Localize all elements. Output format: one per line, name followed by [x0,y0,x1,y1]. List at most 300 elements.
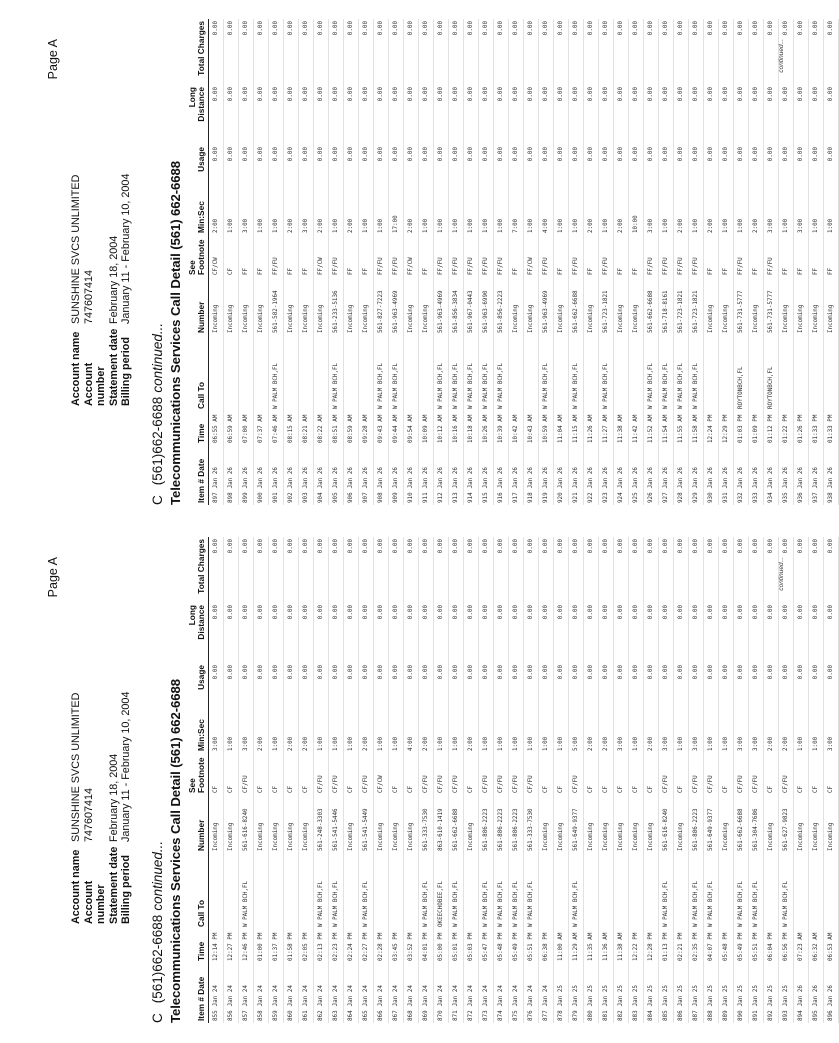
long-distance-charge: 0.00 [374,603,389,663]
total-charge: 0.00 [629,537,644,603]
duration: 1:00 [224,707,239,753]
phone-number: Incoming [674,795,689,853]
item-date-cell [329,445,344,505]
total-charge: 0.00 [659,19,674,85]
call-to [524,335,539,411]
usage-charge: 0.00 [299,663,314,707]
long-distance-charge: 0.00 [809,603,824,663]
item-number: 875 [513,1010,519,1021]
usage-charge: 0.00 [584,145,599,189]
usage-charge: 0.00 [494,663,509,707]
long-distance-charge: 0.00 [569,603,584,663]
footnote-code: CF [809,753,824,795]
call-date: Jan 25 [648,985,654,1007]
item-number: 890 [738,1010,744,1021]
item-date-cell [584,445,599,505]
call-date: Jan 26 [828,985,834,1007]
usage-charge: 0.00 [254,145,269,189]
table-row [749,537,764,1023]
usage-charge: 0.00 [359,145,374,189]
table-row [329,19,344,505]
table-row [644,537,659,1023]
phone-number: Incoming [254,277,269,335]
phone-number: 561-856-3834 [449,277,464,335]
usage-charge: 0.00 [389,145,404,189]
phone-number: Incoming [764,795,779,853]
long-distance-charge: 0.00 [434,85,449,145]
table-row [209,19,224,505]
call-time: 01:37 PM [269,929,284,963]
long-distance-charge: 0.00 [749,85,764,145]
duration: 1:00 [224,189,239,235]
call-to: W PALM BCH,FL [749,853,764,929]
call-to: W PALM BCH,FL [689,335,704,411]
footnote-code: CF [224,753,239,795]
duration: 1:00 [524,707,539,753]
call-date: Jan 26 [588,467,594,489]
item-date-cell [794,445,809,505]
call-date: Jan 26 [603,467,609,489]
col-long-distance: Long Distance [188,603,209,663]
item-date-cell [359,963,374,1023]
phone-number: 561-248-3303 [314,795,329,853]
item-number: 889 [723,1010,729,1021]
table-row [764,19,779,505]
call-time: 11:36 AM [599,929,614,963]
item-number: 902 [288,492,294,503]
call-time: 11:54 AM [659,411,674,445]
call-date: Jan 24 [498,985,504,1007]
table-row [734,537,749,1023]
call-to [254,335,269,411]
footnote-code: CF/FU [689,753,704,795]
long-distance-charge: 0.00 [329,85,344,145]
phone-number: Incoming [584,277,599,335]
call-date: Jan 26 [318,467,324,489]
long-distance-charge: 0.00 [329,603,344,663]
total-charge: 0.00 [209,19,224,85]
long-distance-charge: 0.00 [749,603,764,663]
table-row [749,19,764,505]
phone-number: 561-856-2223 [494,277,509,335]
item-date-cell [749,445,764,505]
table-header-row [188,19,209,505]
phone-number: Incoming [614,277,629,335]
duration: 1:00 [464,189,479,235]
call-time: 09:54 AM [404,411,419,445]
call-to [224,853,239,929]
duration: 2:00 [779,707,794,753]
total-charge: 0.00 [509,537,524,603]
call-time: 11:35 AM [584,929,599,963]
footnote-code: FF/CW [524,235,539,277]
col-total-charges: Total Charges [188,537,209,603]
duration: 3:00 [734,707,749,753]
call-to [209,853,224,929]
total-charge: 0.00 [719,537,734,603]
total-charge: 0.00 [659,537,674,603]
item-number: 866 [378,1010,384,1021]
item-number: 896 [828,1010,834,1021]
col-number: Number [188,277,209,335]
call-time: 05:48 PM [494,929,509,963]
section-letter: C [150,1013,165,1023]
total-charge: 0.00 [509,19,524,85]
long-distance-charge: 0.00 [344,603,359,663]
call-date: Jan 24 [543,985,549,1007]
footnote-code: CF [254,753,269,795]
long-distance-charge: 0.00 [584,603,599,663]
usage-charge: 0.00 [509,663,524,707]
duration: 3:00 [239,189,254,235]
footnote-code: CF/FU [314,753,329,795]
duration: 2:00 [584,189,599,235]
usage-charge: 0.00 [284,663,299,707]
item-date-cell [254,445,269,505]
call-to [284,335,299,411]
call-time: 01:26 PM [794,411,809,445]
usage-charge: 0.00 [479,145,494,189]
duration: 1:00 [314,707,329,753]
item-number: 907 [363,492,369,503]
col-see-footnote: See Footnote [188,753,209,795]
call-date: Jan 24 [363,985,369,1007]
footnote-code: FF/FU [329,235,344,277]
duration: 3:00 [659,707,674,753]
table-row [419,19,434,505]
item-date-cell [644,963,659,1023]
footnote-code: CF [584,753,599,795]
long-distance-charge: 0.00 [734,603,749,663]
item-number: 924 [618,492,624,503]
item-date-cell [524,445,539,505]
call-date: Jan 26 [498,467,504,489]
footnote-code: FF [809,235,824,277]
call-date: Jan 26 [393,467,399,489]
table-row [224,19,239,505]
table-row [659,19,674,505]
footnote-code: FF [629,235,644,277]
call-to: W PALM BCH,FL [659,853,674,929]
duration: 1:00 [344,707,359,753]
call-date: Jan 25 [723,985,729,1007]
phone-number: Incoming [464,795,479,853]
long-distance-charge: 0.00 [704,85,719,145]
call-to: W PALM BCH,FL [389,335,404,411]
call-time: 06:56 PM [779,929,794,963]
account-name: SUNSHINE SVCS UNLIMITED [70,174,82,324]
call-date: Jan 24 [213,985,219,1007]
duration: 1:00 [329,707,344,753]
duration: 1:00 [494,189,509,235]
phone-number: 561-718-8161 [659,277,674,335]
item-date-cell [629,445,644,505]
duration: 2:00 [704,189,719,235]
phone-number: Incoming [794,795,809,853]
footnote-code: FF/FU [764,235,779,277]
item-number: 929 [693,492,699,503]
long-distance-charge: 0.00 [419,85,434,145]
footnote-code: CF/FU [779,753,794,795]
item-number: 912 [438,492,444,503]
long-distance-charge: 0.00 [359,603,374,663]
call-time: 09:44 AM [389,411,404,445]
duration: 1:00 [779,189,794,235]
footnote-code: FF/FU [539,235,554,277]
duration: 1:00 [524,189,539,235]
call-time: 10:18 AM [464,411,479,445]
footnote-code: CF [764,753,779,795]
footnote-code: FF [239,235,254,277]
usage-charge: 0.00 [824,145,839,189]
item-date-cell [299,445,314,505]
duration: 1:00 [734,189,749,235]
call-to: W PALM BCH,FL [644,335,659,411]
usage-charge: 0.00 [509,145,524,189]
long-distance-charge: 0.00 [479,85,494,145]
item-number: 919 [543,492,549,503]
footnote-code: FF/FU [599,235,614,277]
table-row [344,19,359,505]
footnote-code: CF/FU [704,753,719,795]
usage-charge: 0.00 [389,663,404,707]
item-date-cell [689,963,704,1023]
item-date-cell [659,963,674,1023]
call-to [794,335,809,411]
item-date-cell [734,963,749,1023]
table-row [689,19,704,505]
call-date: Jan 26 [543,467,549,489]
call-time: 05:51 PM [524,929,539,963]
call-date: Jan 25 [618,985,624,1007]
phone-number: 561-723-1821 [599,277,614,335]
item-number: 865 [363,1010,369,1021]
total-charge: 0.00 [479,19,494,85]
item-number: 899 [243,492,249,503]
item-number: 910 [408,492,414,503]
phone-number: Incoming [554,795,569,853]
table-row [494,19,509,505]
item-number: 859 [273,1010,279,1021]
call-date: Jan 25 [588,985,594,1007]
phone-number: Incoming [284,277,299,335]
duration: 4:00 [404,707,419,753]
item-number: 928 [678,492,684,503]
call-date: Jan 25 [753,985,759,1007]
total-charge: 0.00 [554,537,569,603]
call-to: W PALM BCH,FL [599,335,614,411]
item-number: 903 [303,492,309,503]
long-distance-charge: 0.00 [254,603,269,663]
item-date-cell [569,963,584,1023]
phone-number: Incoming [314,277,329,335]
call-to: ROYTONBCH,FL [734,335,749,411]
phone-number: Incoming [644,795,659,853]
call-time: 10:59 AM [539,411,554,445]
table-row [689,537,704,1023]
call-date: Jan 24 [288,985,294,1007]
call-date: Jan 26 [753,467,759,489]
item-date-cell [644,445,659,505]
duration: 2:00 [644,707,659,753]
item-date-cell [779,445,794,505]
footnote-code: FF [254,235,269,277]
call-time: 06:59 AM [224,411,239,445]
duration: 17:00 [389,189,404,235]
item-date-cell [479,445,494,505]
long-distance-charge: 0.00 [224,603,239,663]
item-date-cell [314,963,329,1023]
total-charge: 0.00 [809,19,824,85]
usage-charge: 0.00 [239,145,254,189]
table-row [269,19,284,505]
duration: 1:00 [374,189,389,235]
long-distance-charge: 0.00 [824,603,839,663]
item-date-cell [479,963,494,1023]
item-date-cell [344,445,359,505]
item-date-cell [689,445,704,505]
call-date: Jan 26 [333,467,339,489]
call-time: 11:42 AM [629,411,644,445]
call-time: 02:13 PM [314,929,329,963]
long-distance-charge: 0.00 [254,85,269,145]
footnote-code: FF/FU [479,235,494,277]
item-number: 864 [348,1010,354,1021]
total-charge: 0.00 [689,537,704,603]
footnote-code: FF/FU [659,235,674,277]
phone-number: 561-886-2223 [494,795,509,853]
footnote-code: CF [389,753,404,795]
col-min-sec: Min:Sec [188,189,209,235]
usage-charge: 0.00 [794,145,809,189]
duration: 3:00 [689,707,704,753]
total-charge: 0.00 [809,537,824,603]
long-distance-charge: 0.00 [419,603,434,663]
total-charge: 0.00 [524,537,539,603]
usage-charge: 0.00 [404,663,419,707]
call-to: W PALM BCH,FL [674,335,689,411]
long-distance-charge: 0.00 [449,85,464,145]
table-row [674,19,689,505]
phone-number: 561-649-9377 [704,795,719,853]
item-number: 886 [678,1010,684,1021]
col-time: Time [188,929,209,963]
usage-charge: 0.00 [314,663,329,707]
item-number: 932 [738,492,744,503]
call-date: Jan 26 [423,467,429,489]
phone-number: Incoming [749,277,764,335]
continued-phone: (561)662-6688 [150,914,165,1004]
total-charge: 0.00 [704,19,719,85]
item-date-cell [809,963,824,1023]
phone-number: Incoming [629,277,644,335]
phone-number: 561-627-9823 [779,795,794,853]
call-to [239,335,254,411]
item-number: 876 [528,1010,534,1021]
long-distance-charge: 0.00 [269,603,284,663]
call-to [284,853,299,929]
call-date: Jan 26 [573,467,579,489]
call-date: Jan 26 [558,467,564,489]
total-charge: 0.00 [614,19,629,85]
item-date-cell [734,445,749,505]
call-date: Jan 26 [288,467,294,489]
call-to [464,853,479,929]
footnote-code: FF [554,235,569,277]
duration: 1:00 [569,189,584,235]
item-date-cell [704,445,719,505]
item-number: 897 [213,492,219,503]
total-charge: 0.00 [404,19,419,85]
long-distance-charge: 0.00 [764,603,779,663]
item-date-cell [284,445,299,505]
continued-phone: (561)662-6688 [150,396,165,486]
total-charge: 0.00 [239,537,254,603]
call-to [764,853,779,929]
call-date: Jan 24 [513,985,519,1007]
table-row [359,19,374,505]
item-date-cell [539,963,554,1023]
table-header-row [188,537,209,1023]
item-number: 923 [603,492,609,503]
item-date-cell [749,963,764,1023]
footnote-code: FF/FU [374,235,389,277]
duration: 10:00 [629,189,644,235]
item-date-cell [404,963,419,1023]
call-to: W PALM BCH,FL [449,335,464,411]
phone-number: 561-827-7223 [374,277,389,335]
call-time: 11:04 AM [554,411,569,445]
item-number: 884 [648,1010,654,1021]
footnote-code: FF/FU [734,235,749,277]
total-charge: 0.00 [719,19,734,85]
long-distance-charge: 0.00 [584,85,599,145]
phone-number: 561-662-6688 [569,277,584,335]
phone-number: 561-723-1821 [689,277,704,335]
col-long-distance: Long Distance [188,85,209,145]
duration: 1:00 [359,189,374,235]
usage-charge: 0.00 [419,145,434,189]
item-number: 856 [228,1010,234,1021]
call-to: W PALM BCH,FL [659,335,674,411]
phone-number: 561-662-6688 [644,277,659,335]
long-distance-charge: 0.00 [434,603,449,663]
usage-charge: 0.00 [614,663,629,707]
duration: 7:00 [509,189,524,235]
total-charge: 0.00 [749,19,764,85]
call-to [404,853,419,929]
call-date: Jan 26 [723,467,729,489]
item-number: 893 [783,1010,789,1021]
footnote-code: FF/FU [434,235,449,277]
total-charge: 0.00 [284,537,299,603]
call-date: Jan 26 [783,467,789,489]
total-charge: 0.00 [344,537,359,603]
total-charge: 0.00 [449,537,464,603]
long-distance-charge: 0.00 [509,85,524,145]
item-number: 881 [603,1010,609,1021]
duration: 2:00 [314,189,329,235]
duration: 1:00 [539,707,554,753]
phone-number: Incoming [254,795,269,853]
usage-charge: 0.00 [599,145,614,189]
call-to [629,335,644,411]
col-total-charges: Total Charges [188,19,209,85]
usage-charge: 0.00 [569,663,584,707]
usage-charge: 0.00 [284,145,299,189]
long-distance-charge: 0.00 [524,603,539,663]
long-distance-charge: 0.00 [494,603,509,663]
